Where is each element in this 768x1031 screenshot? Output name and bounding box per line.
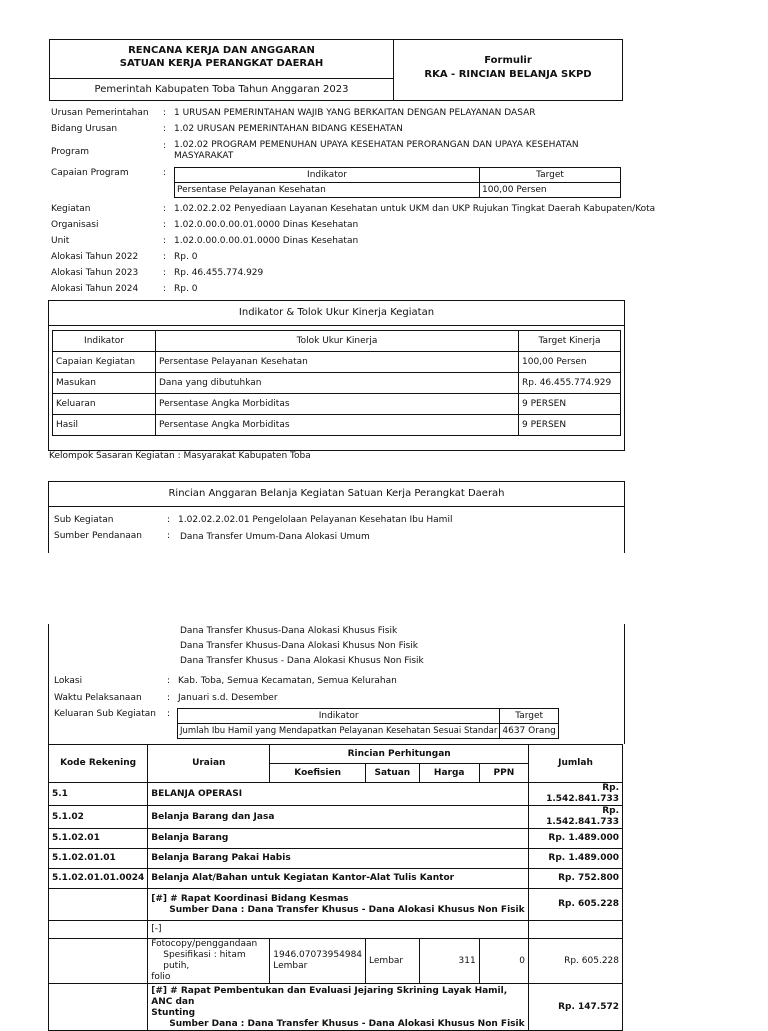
item-1-koef-value: 1946.07073954984 xyxy=(273,950,363,960)
kinerja-indikator: Capaian Kegiatan xyxy=(53,352,156,373)
rincian-continuation xyxy=(48,624,625,744)
sub-kegiatan-value: 1.02.02.2.02.01 Pengelolaan Pelayanan Kesehatan Ibu Hamil xyxy=(178,515,453,525)
sumber-value-3: Dana Transfer Khusus-Dana Alokasi Khusus Non Fisik xyxy=(180,641,419,651)
capaian-label: Capaian Program xyxy=(51,168,129,178)
capaian-target: 100,00 Persen xyxy=(480,183,621,198)
keluaran-label: Keluaran Sub Kegiatan xyxy=(54,709,156,719)
alokasi-2024-value: Rp. 0 xyxy=(174,284,198,294)
alokasi-2022-label: Alokasi Tahun 2022 xyxy=(51,252,139,262)
row-uraian: BELANJA OPERASI xyxy=(148,783,529,806)
head-rincian: Rincian Perhitungan xyxy=(270,745,529,764)
colon: : xyxy=(163,252,167,262)
kinerja-target: 9 PERSEN xyxy=(519,415,621,436)
item-1-satuan: Lembar xyxy=(366,939,420,984)
form-name: RKA - RINCIAN BELANJA SKPD xyxy=(424,69,592,80)
kinerja-tolok: Dana yang dibutuhkan xyxy=(156,373,519,394)
row-jumlah: Rp. 1.542.841.733 xyxy=(529,783,623,806)
colon: : xyxy=(163,284,167,294)
kinerja-table xyxy=(52,330,621,436)
colon: : xyxy=(167,515,171,525)
item-1-koefisien xyxy=(270,939,366,984)
group-2-sumber: Sumber Dana : Dana Transfer Khusus - Dana Alokasi Khusus Non Fisik xyxy=(169,1019,525,1029)
kinerja-target: Rp. 46.455.774.929 xyxy=(519,373,621,394)
organisasi-label: Organisasi xyxy=(51,220,99,230)
group-2-title: [#] # Rapat Pembentukan dan Evaluasi Jejaring Skrining Layak Hamil, ANC dan xyxy=(151,986,508,1007)
kinerja-target: 100,00 Persen xyxy=(519,352,621,373)
document-header xyxy=(49,39,623,101)
lokasi-value: Kab. Toba, Semua Kecamatan, Semua Kelurahan xyxy=(178,676,397,686)
row-jumlah: Rp. 1.489.000 xyxy=(529,849,623,869)
sumber-value-2: Dana Transfer Khusus-Dana Alokasi Khusus Fisik xyxy=(180,626,398,636)
item-1-ppn: 0 xyxy=(479,939,528,984)
colon: : xyxy=(163,204,167,214)
head-kode: Kode Rekening xyxy=(49,745,148,783)
colon: : xyxy=(163,141,167,151)
empty-cell xyxy=(49,889,148,921)
kinerja-tolok: Persentase Angka Morbiditas xyxy=(156,415,519,436)
group-2-jumlah: Rp. 147.572 xyxy=(529,984,623,1031)
head-koefisien: Koefisien xyxy=(270,764,366,783)
group-1-jumlah: Rp. 605.228 xyxy=(529,889,623,921)
colon: : xyxy=(163,268,167,278)
capaian-indikator: Persentase Pelayanan Kesehatan xyxy=(175,183,480,198)
group-2-uraian xyxy=(148,984,529,1031)
table-row xyxy=(49,984,623,1031)
item-1-harga: 311 xyxy=(419,939,479,984)
kinerja-head-indikator: Indikator xyxy=(53,331,156,352)
table-row xyxy=(49,783,623,806)
kinerja-section xyxy=(48,300,625,451)
empty-cell xyxy=(49,984,148,1031)
item-1-spec: Spesifikasi : hitam putih, xyxy=(163,950,246,971)
item-1-uraian xyxy=(148,939,270,984)
keluaran-head-indikator: Indikator xyxy=(178,709,500,724)
head-jumlah: Jumlah xyxy=(529,745,623,783)
colon: : xyxy=(163,108,167,118)
urusan-value: 1 URUSAN PEMERINTAHAN WAJIB YANG BERKAITAN DENGAN PELAYANAN DASAR xyxy=(174,108,536,118)
capaian-head-indikator: Indikator xyxy=(175,168,480,183)
table-row xyxy=(53,352,621,373)
table-row xyxy=(49,921,623,939)
capaian-table xyxy=(174,167,621,198)
group-1-title: [#] # Rapat Koordinasi Bidang Kesmas xyxy=(151,893,349,904)
urusan-label: Urusan Pemerintahan xyxy=(51,108,149,118)
alokasi-2024-label: Alokasi Tahun 2024 xyxy=(51,284,139,294)
alokasi-2023-value: Rp. 46.455.774.929 xyxy=(174,268,264,278)
item-1-spec-2: folio xyxy=(151,972,171,982)
head-harga: Harga xyxy=(419,764,479,783)
bidang-value: 1.02 URUSAN PEMERINTAHAN BIDANG KESEHATAN xyxy=(174,124,403,134)
group-1-sub: [-] xyxy=(148,921,529,939)
row-jumlah: Rp. 1.542.841.733 xyxy=(529,806,623,829)
table-row xyxy=(49,829,623,849)
kinerja-head-tolok: Tolok Ukur Kinerja xyxy=(156,331,519,352)
group-1-uraian xyxy=(148,889,529,921)
row-uraian: Belanja Alat/Bahan untuk Kegiatan Kantor-Alat Tulis Kantor xyxy=(148,869,529,889)
row-uraian: Belanja Barang Pakai Habis xyxy=(148,849,529,869)
kinerja-target: 9 PERSEN xyxy=(519,394,621,415)
table-row xyxy=(49,869,623,889)
row-kode: 5.1.02 xyxy=(49,806,148,829)
rincian-title: Rincian Anggaran Belanja Kegiatan Satuan Kerja Perangkat Daerah xyxy=(49,482,624,507)
item-1-koef-unit: Lembar xyxy=(273,961,308,971)
table-row xyxy=(49,889,623,921)
table-row xyxy=(53,373,621,394)
empty-cell xyxy=(529,921,623,939)
organisasi-value: 1.02.0.00.0.00.01.0000 Dinas Kesehatan xyxy=(174,220,359,230)
group-2-title-2: Stunting xyxy=(151,1008,196,1018)
empty-cell xyxy=(49,921,148,939)
colon: : xyxy=(167,709,171,719)
colon: : xyxy=(167,531,171,541)
unit-label: Unit xyxy=(51,236,70,246)
row-kode: 5.1.02.01.01.0024 xyxy=(49,869,148,889)
head-satuan: Satuan xyxy=(366,764,420,783)
kegiatan-label: Kegiatan xyxy=(51,204,91,214)
table-row xyxy=(49,939,623,984)
header-subtitle: Pemerintah Kabupaten Toba Tahun Anggaran 2023 xyxy=(50,78,393,101)
budget-table xyxy=(48,744,623,1031)
alokasi-2023-label: Alokasi Tahun 2023 xyxy=(51,268,139,278)
colon: : xyxy=(163,124,167,134)
form-label: Formulir xyxy=(484,55,532,66)
lokasi-label: Lokasi xyxy=(54,676,83,686)
keluaran-indikator: Jumlah Ibu Hamil yang Mendapatkan Pelayanan Kesehatan Sesuai Standar xyxy=(178,724,500,739)
item-1-name: Fotocopy/penggandaan xyxy=(151,939,258,949)
header-title-block xyxy=(50,40,394,100)
keluaran-head-target: Target xyxy=(500,709,558,724)
head-ppn: PPN xyxy=(479,764,528,783)
keluaran-target: 4637 Orang xyxy=(500,724,558,739)
program-value-1: 1.02.02 PROGRAM PEMENUHAN UPAYA KESEHATAN PERORANGAN DAN UPAYA KESEHATAN xyxy=(174,140,579,150)
program-value-2: MASYARAKAT xyxy=(174,151,234,161)
kinerja-tolok: Persentase Pelayanan Kesehatan xyxy=(156,352,519,373)
kinerja-title: Indikator & Tolok Ukur Kinerja Kegiatan xyxy=(49,301,624,326)
group-1-sumber: Sumber Dana : Dana Transfer Khusus - Dana Alokasi Khusus Non Fisik xyxy=(169,904,525,915)
row-jumlah: Rp. 752.800 xyxy=(529,869,623,889)
title-line-2: SATUAN KERJA PERANGKAT DAERAH xyxy=(119,58,324,69)
unit-value: 1.02.0.00.0.00.01.0000 Dinas Kesehatan xyxy=(174,236,359,246)
colon: : xyxy=(163,236,167,246)
table-row xyxy=(49,849,623,869)
title-line-1: RENCANA KERJA DAN ANGGARAN xyxy=(128,45,315,56)
row-kode: 5.1 xyxy=(49,783,148,806)
colon: : xyxy=(163,220,167,230)
colon: : xyxy=(167,676,171,686)
colon: : xyxy=(163,168,167,178)
keluaran-table xyxy=(177,708,559,739)
kinerja-tolok: Persentase Angka Morbiditas xyxy=(156,394,519,415)
row-uraian: Belanja Barang xyxy=(148,829,529,849)
waktu-value: Januari s.d. Desember xyxy=(178,693,278,703)
form-label-block xyxy=(394,54,622,82)
kinerja-indikator: Keluaran xyxy=(53,394,156,415)
head-uraian: Uraian xyxy=(148,745,270,783)
row-kode: 5.1.02.01 xyxy=(49,829,148,849)
row-jumlah: Rp. 1.489.000 xyxy=(529,829,623,849)
table-row xyxy=(49,806,623,829)
capaian-head-target: Target xyxy=(480,168,621,183)
table-row xyxy=(53,394,621,415)
kelompok-sasaran: Kelompok Sasaran Kegiatan : Masyarakat Kabupaten Toba xyxy=(49,451,311,461)
row-uraian: Belanja Barang dan Jasa xyxy=(148,806,529,829)
program-label: Program xyxy=(51,147,89,157)
row-kode: 5.1.02.01.01 xyxy=(49,849,148,869)
sub-kegiatan-label: Sub Kegiatan xyxy=(54,515,114,525)
sumber-value-4: Dana Transfer Khusus - Dana Alokasi Khusus Non Fisik xyxy=(180,656,424,666)
kinerja-indikator: Masukan xyxy=(53,373,156,394)
table-row xyxy=(53,415,621,436)
bidang-label: Bidang Urusan xyxy=(51,124,118,134)
kegiatan-value: 1.02.02.2.02 Penyediaan Layanan Kesehatan untuk UKM dan UKP Rujukan Tingkat Daerah Kabupaten/Kota xyxy=(174,204,656,214)
kinerja-indikator: Hasil xyxy=(53,415,156,436)
kinerja-head-target: Target Kinerja xyxy=(519,331,621,352)
empty-cell xyxy=(49,939,148,984)
colon: : xyxy=(167,693,171,703)
waktu-label: Waktu Pelaksanaan xyxy=(54,693,142,703)
alokasi-2022-value: Rp. 0 xyxy=(174,252,198,262)
item-1-jumlah: Rp. 605.228 xyxy=(529,939,623,984)
rincian-section xyxy=(48,481,625,553)
sumber-value-1: Dana Transfer Umum-Dana Alokasi Umum xyxy=(180,532,370,542)
header-title xyxy=(50,44,393,70)
sumber-label: Sumber Pendanaan xyxy=(54,531,143,541)
